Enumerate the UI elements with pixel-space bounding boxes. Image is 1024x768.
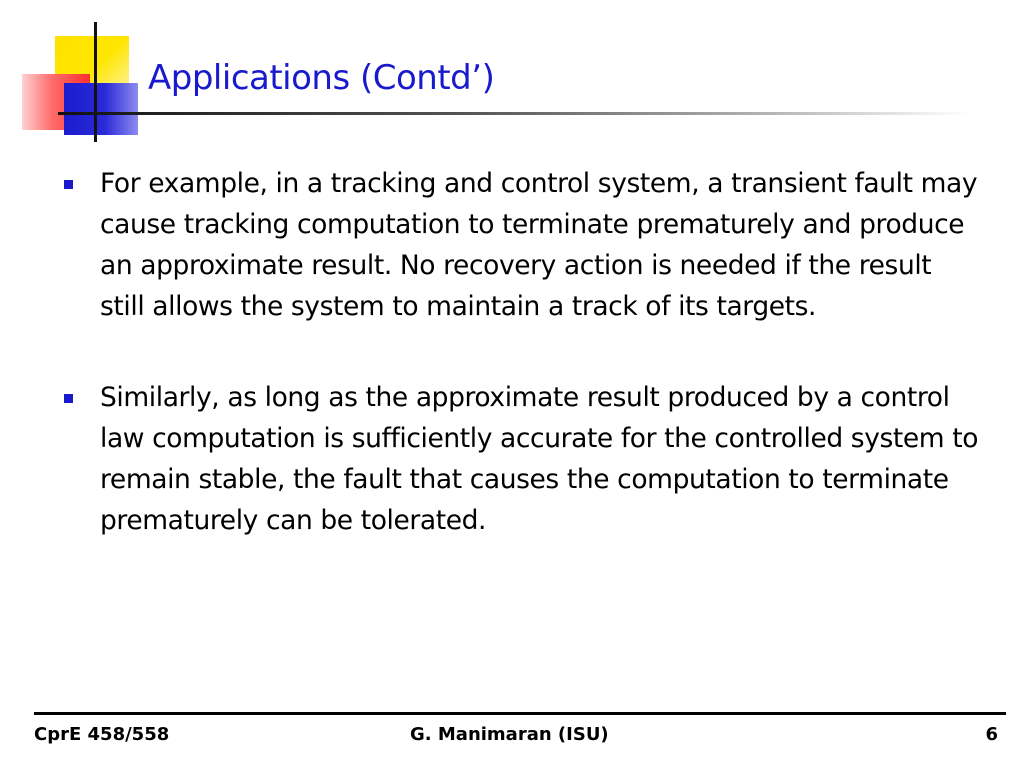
logo-blue-square [64,83,138,135]
bullet-item [60,163,980,327]
bullet-list [60,163,980,541]
bullet-text: Similarly, as long as the approximate result produced by a control law computation is sufficiently accurate for the controlled system to remain stable, the fault that causes the computation to terminate prematurely can be tolerated. [100,382,979,536]
bullet-item [60,377,980,541]
square-bullet-icon [64,180,73,189]
footer-author: G. Manimaran (ISU) [410,724,609,745]
square-bullet-icon [64,394,73,403]
title-underline [58,112,970,115]
footer-divider [34,712,1006,715]
slide-title: Applications (Contd’) [148,58,495,98]
logo-vertical-line [94,22,97,142]
footer-course: CprE 458/558 [34,724,170,745]
template-logo [0,0,170,145]
page-number: 6 [985,724,998,745]
bullet-text: For example, in a tracking and control system, a transient fault may cause tracking computation to terminate prematurely and produce an approximate result. No recovery action is needed if the result still allows the system to maintain a track of its targets. [100,168,978,322]
